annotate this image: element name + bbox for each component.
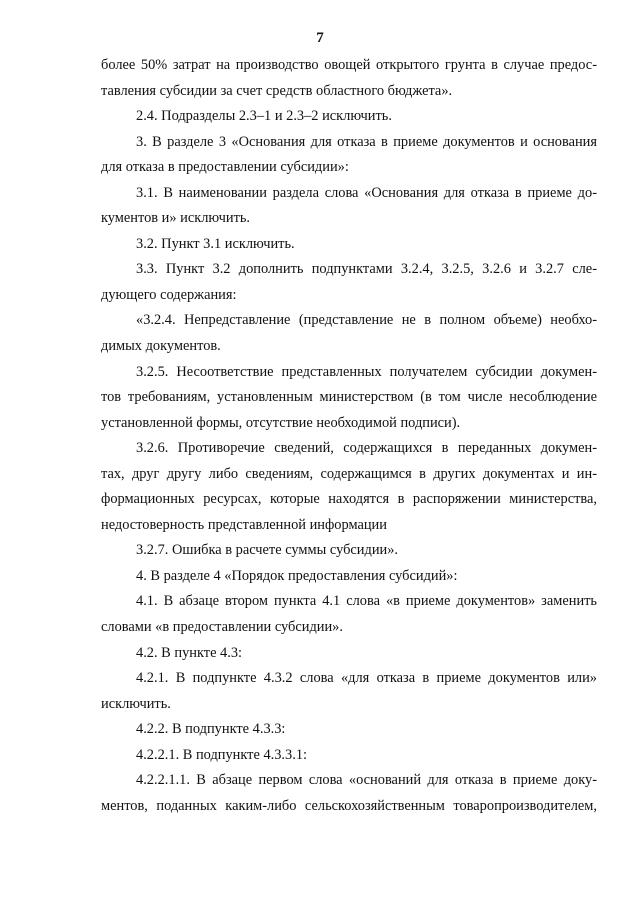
text-line: 3.2.7. Ошибка в расчете суммы субсидии». (136, 542, 399, 559)
text-line: 4. В разделе 4 «Порядок предоставления субсидий»: (136, 567, 458, 584)
text-line: ментов, поданных каким-либо сельскохозяйственным товаропроизводителем, (101, 797, 597, 814)
text-line: тов требованиям, установленным министерством (в том числе несоблюдение (101, 389, 597, 406)
text-line: для отказа в предоставлении субсидии»: (101, 159, 349, 176)
text-line: формационных ресурсах, которые находятся в распоряжении министерства, (101, 491, 597, 508)
text-line: «3.2.4. Непредставление (представление не в полном объеме) необхо- (136, 312, 597, 329)
text-line: 3.2.5. Несоответствие представленных получателем субсидии докумен- (136, 363, 597, 380)
text-line: тах, друг другу либо сведениям, содержащимся в других документах и ин- (101, 465, 597, 482)
text-line: 4.2. В пункте 4.3: (136, 644, 243, 661)
text-line: исключить. (101, 695, 171, 712)
text-line: 3.2.6. Противоречие сведений, содержащихся в переданных докумен- (136, 440, 597, 457)
page-number: 7 (316, 30, 324, 46)
text-line: 4.2.2. В подпункте 4.3.3: (136, 721, 286, 738)
text-line: словами «в предоставлении субсидии». (101, 619, 343, 636)
text-line: кументов и» исключить. (101, 210, 251, 227)
text-line: дующего содержания: (101, 286, 237, 303)
text-line: 4.2.1. В подпункте 4.3.2 слова «для отказа в приеме документов или» (136, 670, 597, 687)
text-line: более 50% затрат на производство овощей открытого грунта в случае предос- (101, 57, 597, 73)
text-line: 4.2.2.1.1. В абзаце первом слова «оснований для отказа в приеме доку- (136, 772, 597, 789)
text-line: установленной формы, отсутствие необходимой подписи). (101, 414, 461, 431)
text-line: 3.1. В наименовании раздела слова «Основания для отказа в приеме до- (136, 184, 597, 201)
text-line: димых документов. (101, 338, 221, 355)
text-line: 4.2.2.1. В подпункте 4.3.3.1: (136, 746, 308, 763)
text-line: 4.1. В абзаце втором пункта 4.1 слова «в приеме документов» заменить (136, 593, 597, 610)
text-line: 2.4. Подразделы 2.3–1 и 2.3–2 исключить. (136, 108, 392, 125)
text-line: 3.2. Пункт 3.1 исключить. (136, 235, 295, 252)
text-line: тавления субсидии за счет средств областного бюджета». (101, 82, 453, 99)
document-body (101, 53, 597, 819)
text-line: недостоверность представленной информации (101, 516, 387, 533)
text-line: 3. В разделе 3 «Основания для отказа в приеме документов и основания (136, 133, 597, 150)
text-line: 3.3. Пункт 3.2 дополнить подпунктами 3.2.4, 3.2.5, 3.2.6 и 3.2.7 сле- (136, 261, 597, 278)
